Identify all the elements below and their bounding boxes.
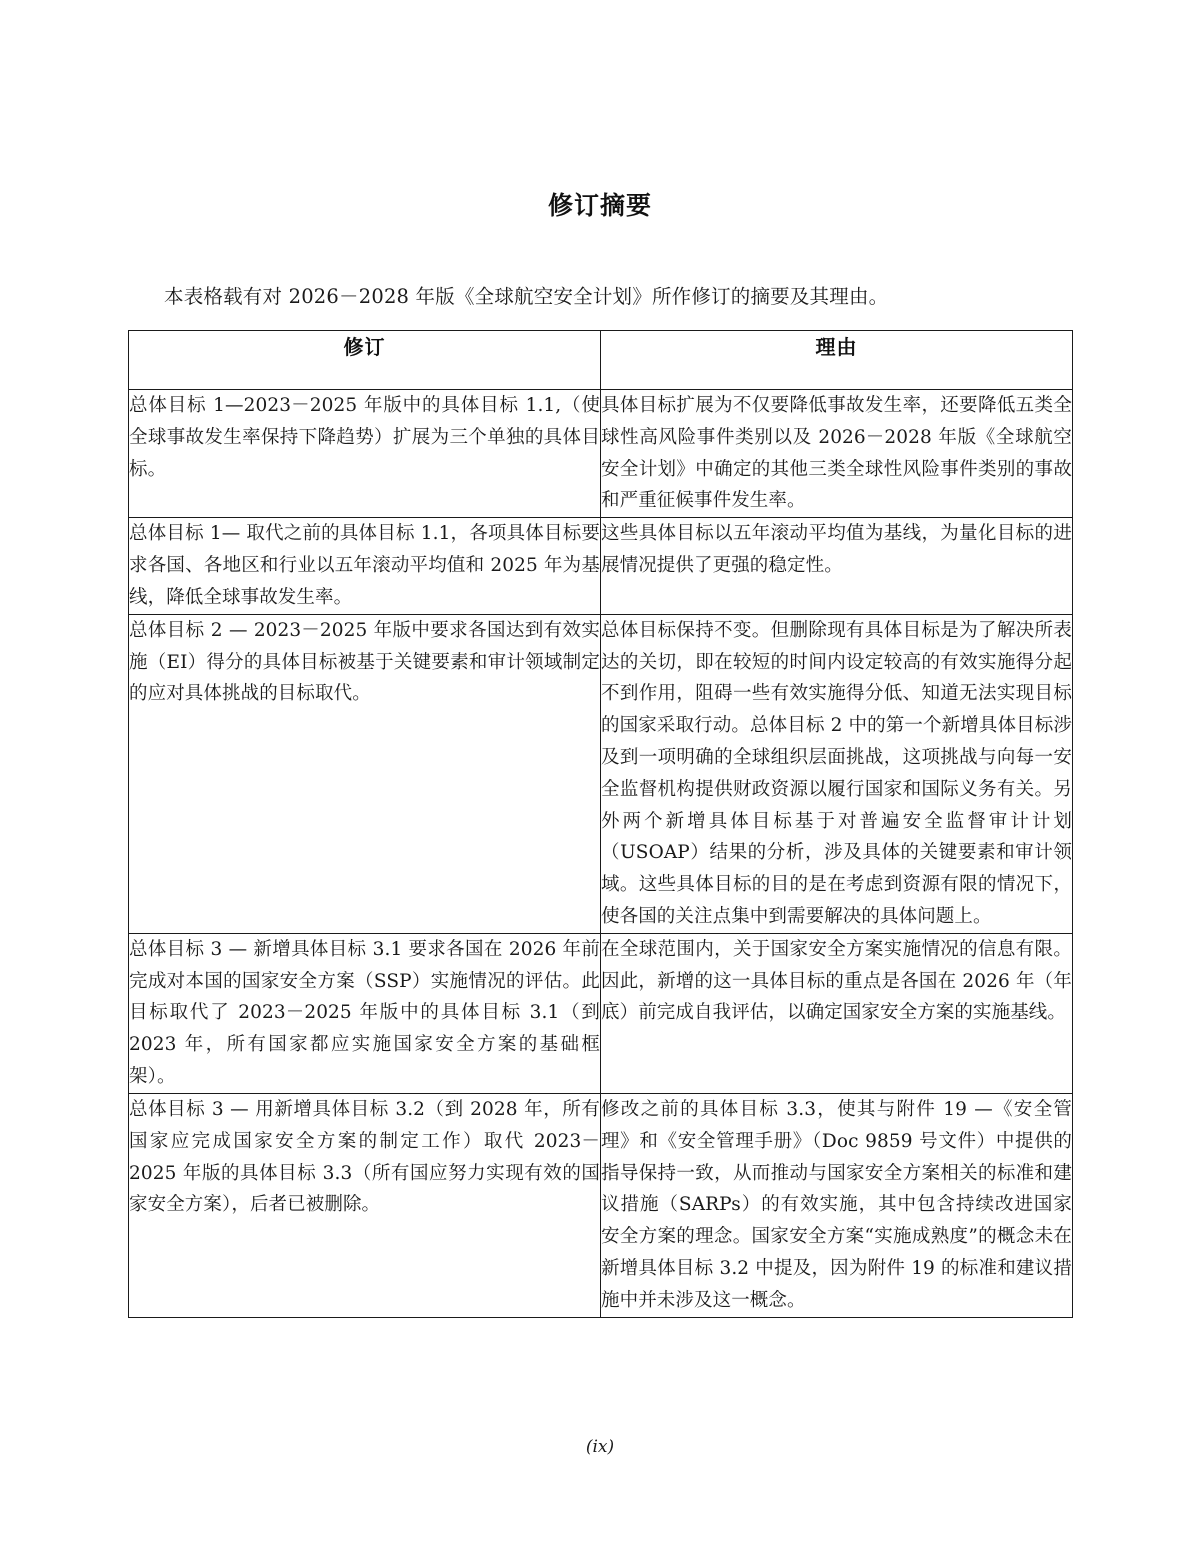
cell-amendment bbox=[129, 614, 601, 933]
amendments-table bbox=[128, 330, 1073, 1318]
table-row bbox=[129, 614, 1073, 933]
table-row bbox=[129, 933, 1073, 1093]
table-row bbox=[129, 1093, 1073, 1317]
amendment-text: 总体目标 1—2023－2025 年版中的具体目标 1.1,（使全球事故发生率保持下降趋势）扩展为三个单独的具体目标。 bbox=[129, 395, 600, 480]
cell-rationale bbox=[601, 614, 1073, 933]
amendment-text: 总体目标 3 — 新增具体目标 3.1 要求各国在 2026 年前完成对本国的国家安全方案（SSP）实施情况的评估。此目标取代了 2023－2025 年版中的具体目标 3.1（到 2023 年，所有国家都应实施国家安全方案的基础框架）。 bbox=[129, 938, 600, 1088]
rationale-text: 总体目标保持不变。但删除现有具体目标是为了解决所表达的关切，即在较短的时间内设定较高的有效实施得分起不到作用，阻碍一些有效实施得分低、知道无法实现目标的国家采取行动。总体目标 2 中的第一个新增具体目标涉及到一项明确的全球组织层面挑战，这项挑战与向每一安全监督机构提供财政资源以履行国家和国际义务有关。另外两个新增具体目标基于对普遍安全监督审计计划（USOAP）结果的分析，涉及具体的关键要素和审计领域。这些具体目标的目的是在考虑到资源有限的情况下，使各国的关注点集中到需要解决的具体问题上。 bbox=[601, 619, 1072, 927]
intro-paragraph: 本表格载有对 2026－2028 年版《全球航空安全计划》所作修订的摘要及其理由。 bbox=[164, 285, 889, 308]
amendment-text: 总体目标 2 — 2023－2025 年版中要求各国达到有效实施（EI）得分的具体目标被基于关键要素和审计领域制定的应对具体挑战的目标取代。 bbox=[129, 619, 600, 705]
table-row bbox=[129, 390, 1073, 518]
column-header-rationale: 理由 bbox=[601, 331, 1073, 390]
rationale-text: 修改之前的具体目标 3.3，使其与附件 19 —《安全管理》和《安全管理手册》（Doc 9859 号文件）中提供的指导保持一致，从而推动与国家安全方案相关的标准和建议措施（SARPs）的有效实施，其中包含持续改进国家安全方案的理念。国家安全方案“实施成熟度”的概念未在新增具体目标 3.2 中提及，因为附件 19 的标准和建议措施中并未涉及这一概念。 bbox=[601, 1098, 1072, 1311]
table-header bbox=[129, 331, 1073, 390]
cell-amendment bbox=[129, 933, 601, 1093]
cell-rationale bbox=[601, 518, 1073, 614]
cell-amendment bbox=[129, 518, 601, 614]
table-body bbox=[129, 390, 1073, 1318]
column-header-amendment: 修订 bbox=[129, 331, 601, 390]
page-title: 修订摘要 bbox=[547, 191, 652, 220]
rationale-text: 在全球范围内，关于国家安全方案实施情况的信息有限。因此，新增的这一具体目标的重点是各国在 2026 年（年底）前完成自我评估，以确定国家安全方案的实施基线。 bbox=[601, 938, 1072, 1024]
cell-rationale bbox=[601, 390, 1073, 518]
cell-rationale bbox=[601, 933, 1073, 1093]
cell-amendment bbox=[129, 1093, 601, 1317]
rationale-text: 具体目标扩展为不仅要降低事故发生率，还要降低五类全球性高风险事件类别以及 2026－2028 年版《全球航空安全计划》中确定的其他三类全球性风险事件类别的事故和严重征候事件发生率。 bbox=[601, 395, 1072, 512]
amendment-text: 总体目标 3 — 用新增具体目标 3.2（到 2028 年，所有国家应完成国家安全方案的制定工作）取代 2023－2025 年版的具体目标 3.3（所有国应努力实现有效的国家安全方案），后者已被删除。 bbox=[129, 1098, 600, 1216]
table-header-row bbox=[129, 331, 1073, 390]
cell-rationale bbox=[601, 1093, 1073, 1317]
amendment-text: 总体目标 1— 取代之前的具体目标 1.1，各项具体目标要求各国、各地区和行业以五年滚动平均值和 2025 年为基线，降低全球事故发生率。 bbox=[129, 523, 600, 608]
table-row bbox=[129, 518, 1073, 614]
rationale-text: 这些具体目标以五年滚动平均值为基线，为量化目标的进展情况提供了更强的稳定性。 bbox=[601, 523, 1072, 577]
cell-amendment bbox=[129, 390, 601, 518]
page-number: (ix) bbox=[585, 1437, 615, 1457]
